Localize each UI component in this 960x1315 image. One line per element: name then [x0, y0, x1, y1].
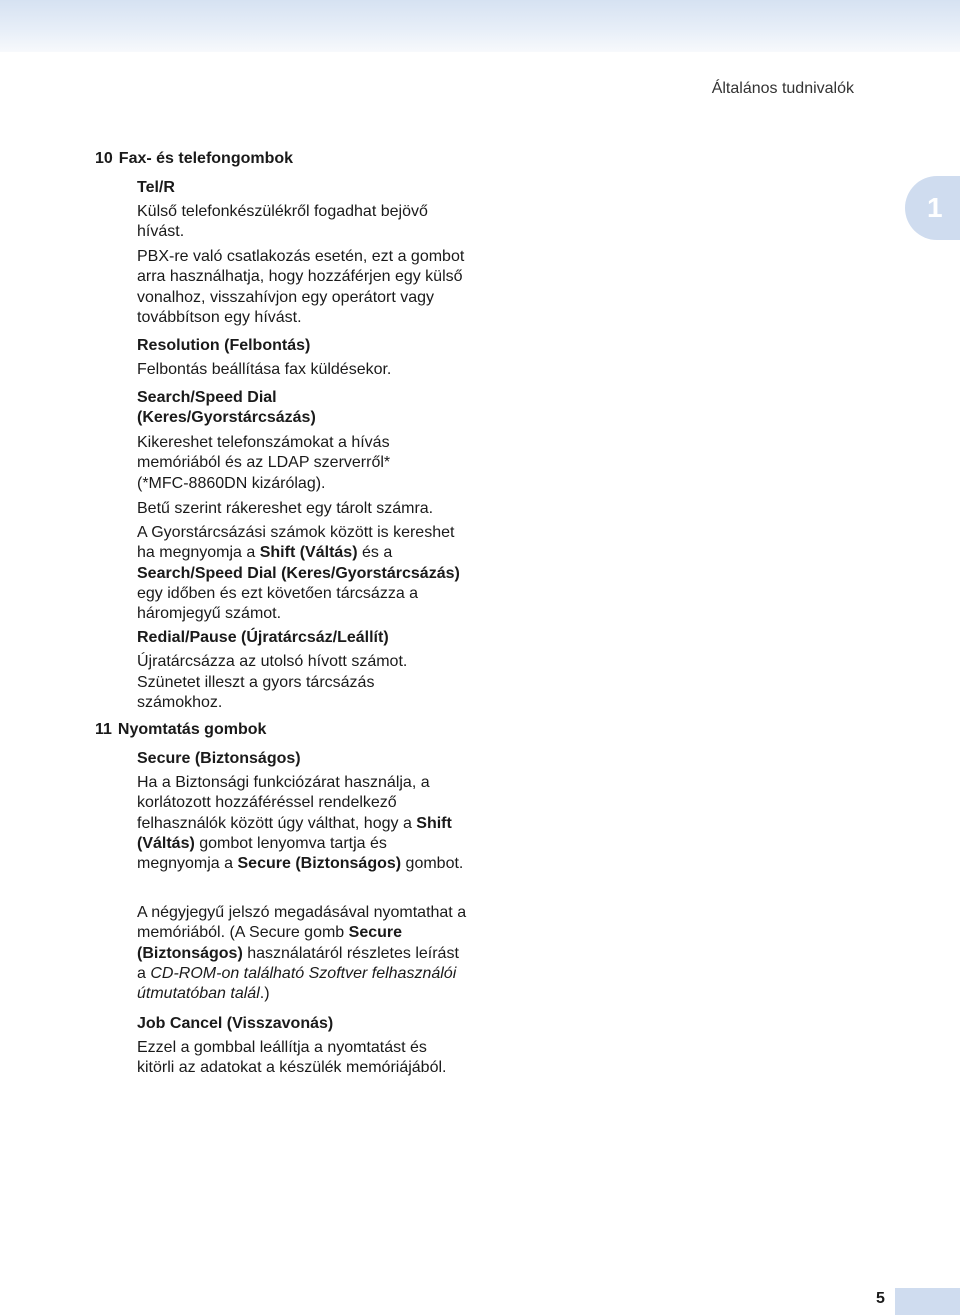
resolution-heading: Resolution (Felbontás): [137, 337, 311, 354]
chapter-tab-number: 1: [927, 192, 943, 223]
resolution-text: Felbontás beállítása fax küldésekor.: [137, 361, 392, 378]
software-guide-ref: CD-ROM-on található Szoftver felhasználói útmutatóban talál: [137, 964, 457, 1003]
section-10-number: 10: [95, 150, 113, 167]
search-text-1: Kikereshet telefonszámokat a hívás memóriából és az LDAP szerverről* (*MFC-8860DN kizárólag).: [137, 434, 391, 492]
section-10-title: [95, 150, 293, 168]
secure-text-1a: Ha a Biztonsági funkciózárat használja, a korlátozott hozzáféréssel rendelkező felhasználók között úgy válthat, hogy a: [137, 774, 430, 832]
secure-key-ref-2: Secure (Biztonságos): [137, 924, 403, 962]
chapter-tab: [905, 176, 960, 240]
search-text-3a: A Gyorstárcsázási számok között is kereshet ha megnyomja a: [137, 524, 455, 562]
secure-heading: Secure (Biztonságos): [137, 750, 301, 767]
search-text-2: Betű szerint rákereshet egy tárolt számra.: [137, 500, 434, 517]
secure-text-2e: .): [259, 985, 270, 1003]
section-11-title: [95, 721, 266, 739]
secure-text-2c: használatáról részletes leírást a: [137, 944, 459, 982]
section-11-label: Nyomtatás gombok: [117, 721, 267, 738]
page-number-tab: [895, 1288, 960, 1315]
section-10-label: Fax- és telefongombok: [118, 150, 294, 167]
redial-text-1: Újratárcsázza az utolsó hívott számot.: [137, 653, 408, 670]
secure-text-2a: A négyjegyű jelszó megadásával nyomtathat a memóriából. (A Secure gomb: [137, 904, 467, 942]
section-11-number: 11: [95, 721, 112, 738]
running-header: Általános tudnivalók: [711, 80, 854, 97]
search-key-ref: Search/Speed Dial (Keres/Gyorstárcsázás): [137, 564, 460, 582]
redial-text-2: Szünetet illeszt a gyors tárcsázás számokhoz.: [137, 674, 375, 712]
jobcancel-heading: Job Cancel (Visszavonás): [137, 1015, 334, 1032]
shift-key-ref: Shift (Váltás): [259, 544, 358, 562]
search-text-3c: és a: [357, 544, 393, 562]
search-text-3: [137, 523, 467, 624]
secure-text-2: [137, 903, 467, 1004]
secure-text-1e: gombot.: [401, 855, 464, 873]
header-band: [0, 0, 960, 52]
search-text-3e: egy időben és ezt követően tárcsázza a háromjegyű számot.: [137, 584, 419, 623]
jobcancel-text: Ezzel a gombbal leállítja a nyomtatást és kitörli az adatokat a készülék memóriájából.: [137, 1039, 447, 1077]
search-heading: Search/Speed Dial (Keres/Gyorstárcsázás): [137, 389, 316, 427]
secure-text-1: [137, 773, 467, 874]
secure-text-1c: gombot lenyomva tartja és megnyomja a: [137, 834, 387, 873]
telr-text-2: PBX-re való csatlakozás esetén, ezt a gombot arra használhatja, hogy hozzáférjen egy külső vonalhoz, visszahívjon egy operátort vagy továbbítson egy hívást.: [137, 248, 465, 326]
redial-heading: Redial/Pause (Újratárcsáz/Leállít): [137, 629, 389, 646]
telr-heading: Tel/R: [137, 179, 175, 196]
shift-key-ref-2: Shift (Váltás): [137, 814, 452, 852]
telr-text-1: Külső telefonkészülékről fogadhat bejövő hívást.: [137, 203, 428, 241]
page-number: 5: [876, 1290, 885, 1307]
secure-key-ref: Secure (Biztonságos): [237, 855, 402, 873]
